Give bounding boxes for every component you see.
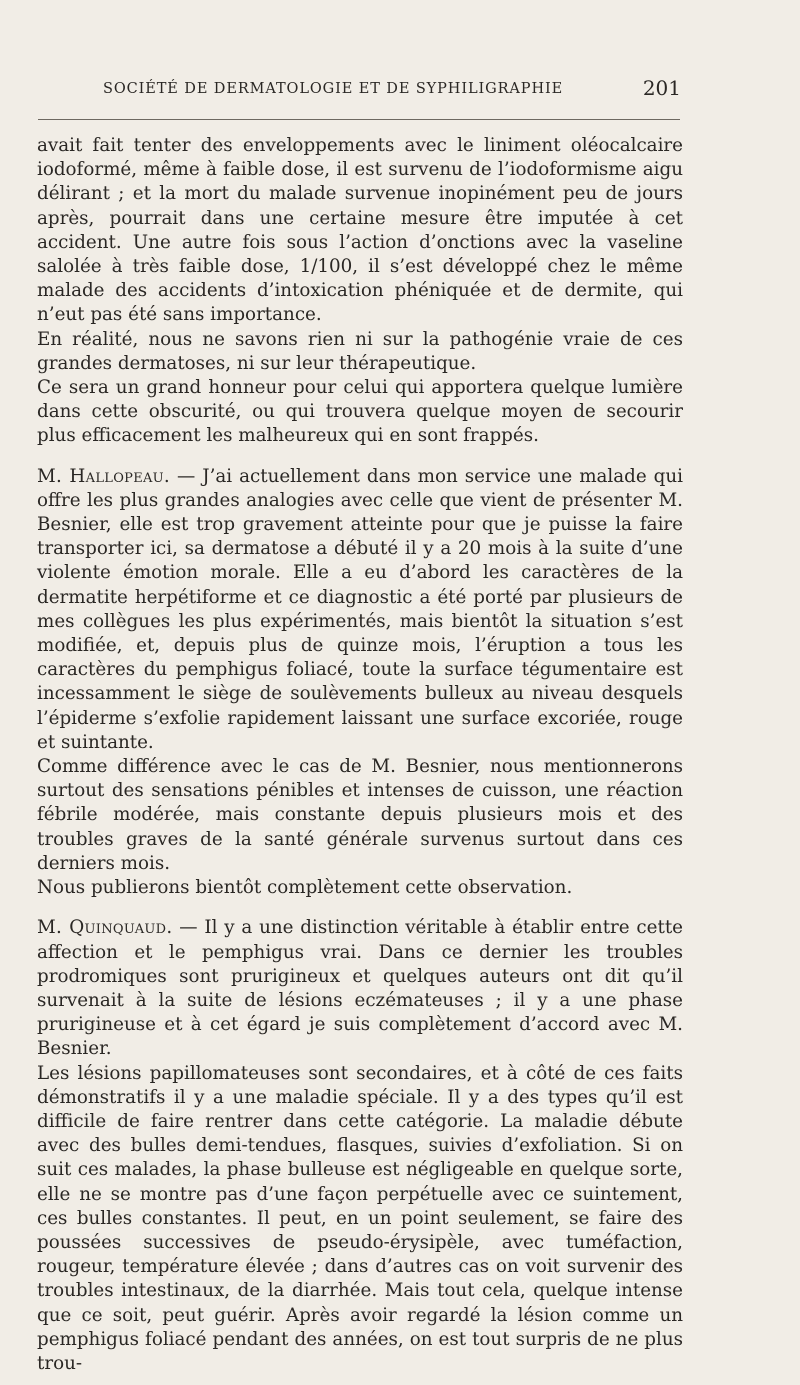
paragraph-5-text: Comme différence avec le cas de M. Besnier, nous mentionnerons surtout des sensations pénibles et intenses de cuisson, une réaction fébrile modérée, mais constante depuis plusieurs mois et des troubles graves de la santé générale survenus surtout dans ces derniers mois. bbox=[37, 756, 683, 874]
paragraph-1-text: avait fait tenter des enveloppements avec le liniment oléocalcaire iodoformé, même à faible dose, il est survenu de l’iodoformisme aigu délirant ; et la mort du malade survenue inopinément peu de jours après, pourrait dans une certaine mesure être imputée à cet accident. Une autre fois sous l’action d’onctions avec la vaseline salolée à très faible dose, 1/100, il s’est développé chez le même malade des accidents d’intoxication phéniquée et de dermite, qui n’eut pas été sans importance. bbox=[37, 135, 683, 326]
paragraph-1 bbox=[37, 134, 683, 328]
body-text bbox=[37, 134, 683, 1376]
paragraph-8-text: Les lésions papillomateuses sont secondaires, et à côté de ces faits démonstratifs il y a une maladie spéciale. Il y a des types qu’il est difficile de faire rentrer dans cette catégorie. La maladie débute avec des bulles demi-tendues, flasques, suivies d’exfoliation. Si on suit ces malades, la phase bulleuse est négligeable en quelque sorte, elle ne se montre pas d’une façon perpétuelle avec ce suintement, ces bulles constantes. Il peut, en un point seulement, se faire des poussées successives de pseudo-érysipèle, avec tuméfaction, rougeur, température élevée ; dans d’autres cas on voit survenir des troubles intestinaux, de la diarrhée. Mais tout cela, quelque intense que ce soit, peut guérir. Après avoir regardé la lésion comme un pemphigus foliacé pendant des années, on est tout surpris de ne plus trou- bbox=[37, 1062, 683, 1374]
speaker-quinquaud: M. Quinquaud. bbox=[37, 917, 173, 939]
paragraph-7-text: — Il y a une distinction véritable à établir entre cette affection et le pemphigus vrai. Dans ce dernier les troubles prodromiques sont prurigineux et quelques auteurs ont dit qu’il survenait à la suite de lésions eczémateuses ; il y a une phase prurigineuse et à cet égard je suis complètement d’accord avec M. Besnier. bbox=[37, 917, 683, 1060]
paragraph-7 bbox=[37, 916, 683, 1061]
section-gap bbox=[37, 449, 683, 465]
paragraph-2 bbox=[37, 328, 683, 376]
paragraph-5 bbox=[37, 755, 683, 876]
paragraph-6-text: Nous publierons bientôt complètement cette observation. bbox=[37, 877, 573, 899]
paragraph-3 bbox=[37, 376, 683, 449]
speaker-hallopeau: M. Hallopeau. bbox=[37, 465, 171, 487]
paragraph-8 bbox=[37, 1062, 683, 1377]
header-rule bbox=[38, 119, 680, 120]
running-title: SOCIÉTÉ DE DERMATOLOGIE ET DE SYPHILIGRAPHIE bbox=[103, 81, 564, 97]
paragraph-4-text: — J’ai actuellement dans mon service une malade qui offre les plus grandes analogies avec celle que vient de présenter M. Besnier, elle est trop gravement atteinte pour que je puisse la faire transporter ici, sa dermatose a débuté il y a 20 mois à la suite d’une violente émotion morale. Elle a eu d’abord les caractères de la dermatite herpétiforme et ce diagnostic a été porté par plusieurs de mes collègues les plus expérimentés, mais bientôt la situation s’est modifiée, et, depuis plus de quinze mois, l’éruption a tous les caractères du pemphigus foliacé, toute la surface tégumentaire est incessamment le siège de soulèvements bulleux au niveau desquels l’épiderme s’exfolie rapidement laissant une surface excoriée, rouge et suintante. bbox=[37, 465, 683, 753]
paragraph-4 bbox=[37, 465, 683, 755]
paragraph-2-text: En réalité, nous ne savons rien ni sur la pathogénie vraie de ces grandes dermatoses, ni sur leur thérapeutique. bbox=[37, 328, 683, 374]
section-gap bbox=[37, 900, 683, 916]
paragraph-6 bbox=[37, 876, 683, 900]
running-header bbox=[103, 76, 681, 102]
page-number: 201 bbox=[642, 76, 681, 100]
paragraph-3-text: Ce sera un grand honneur pour celui qui apportera quelque lumière dans cette obscurité, ou qui trouvera quelque moyen de secourir plus efficacement les malheureux qui en sont frappés. bbox=[37, 377, 683, 447]
